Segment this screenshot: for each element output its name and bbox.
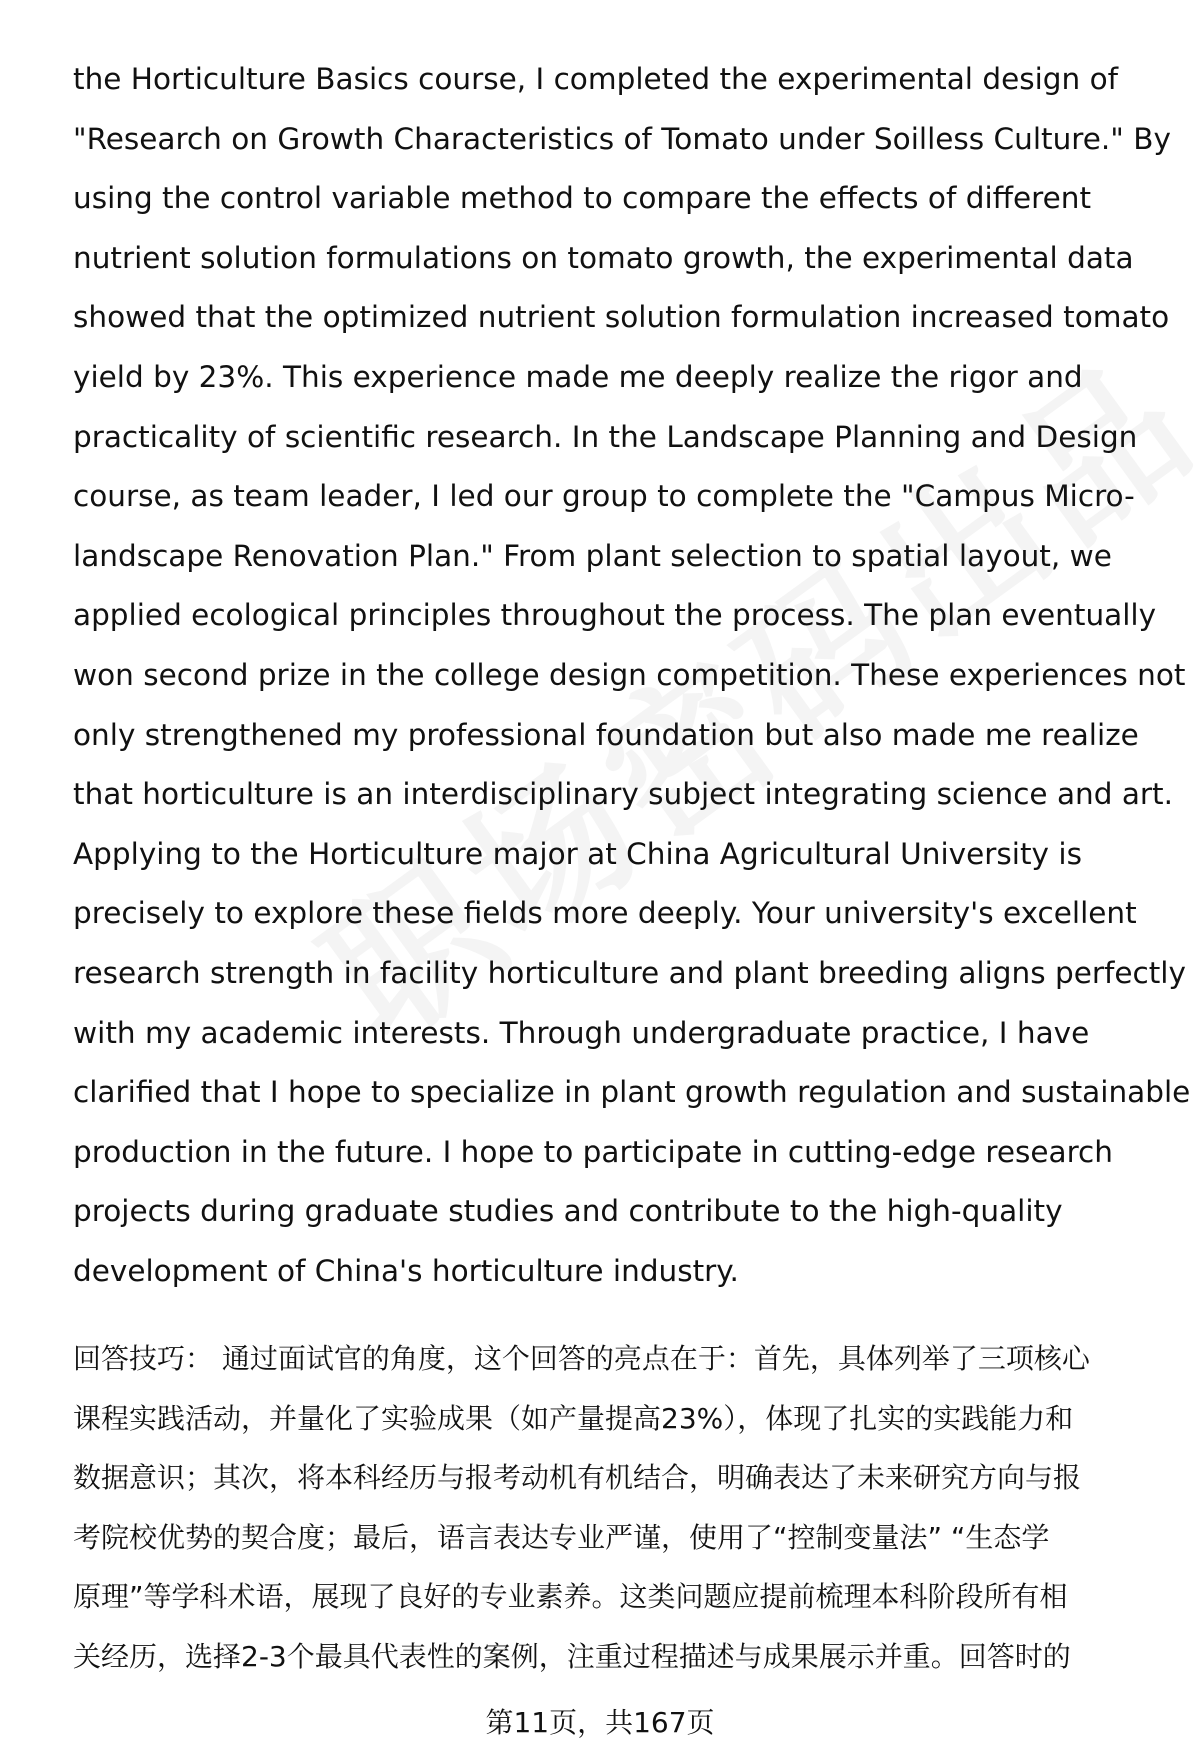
- paragraph-line: showed that the optimized nutrient solution formulation increased tomato: [73, 300, 1170, 335]
- paragraph-line: Applying to the Horticulture major at China Agricultural University is: [73, 836, 1082, 871]
- paragraph-line: research strength in facility horticulture and plant breeding aligns perfectly: [73, 955, 1186, 990]
- paragraph-line: practicality of scientific research. In the Landscape Planning and Design: [73, 419, 1138, 454]
- paragraph-line: precisely to explore these fields more deeply. Your university's excellent: [73, 896, 1137, 931]
- paragraph-line: clarified that I hope to specialize in plant growth regulation and sustainable: [73, 1075, 1191, 1110]
- paragraph-line: with my academic interests. Through undergraduate practice, I have: [73, 1015, 1090, 1050]
- tips-line: 课程实践活动，并量化了实验成果（如产量提高23%），体现了扎实的实践能力和: [73, 1401, 1074, 1435]
- paragraph-line: using the control variable method to compare the effects of different: [73, 181, 1092, 216]
- paragraph-line: course, as team leader, I led our group to complete the "Campus Micro-: [73, 479, 1135, 514]
- page-number: 第11页，共167页: [485, 1706, 715, 1739]
- tips-line: 回答技巧： 通过面试官的角度，这个回答的亮点在于：首先，具体列举了三项核心: [73, 1342, 1090, 1375]
- paragraph-line: "Research on Growth Characteristics of Tomato under Soilless Culture." By: [73, 121, 1171, 156]
- paragraph-line: nutrient solution formulations on tomato growth, the experimental data: [73, 240, 1134, 275]
- paragraph-line: landscape Renovation Plan." From plant selection to spatial layout, we: [73, 538, 1112, 573]
- paragraph-line: applied ecological principles throughout the process. The plan eventually: [73, 598, 1157, 633]
- paragraph-line: that horticulture is an interdisciplinary subject integrating science and art.: [73, 777, 1173, 812]
- paragraph-line: projects during graduate studies and contribute to the high-quality: [73, 1194, 1063, 1229]
- paragraph-line: the Horticulture Basics course, I completed the experimental design of: [73, 62, 1119, 96]
- paragraph-line: development of China's horticulture industry.: [73, 1253, 739, 1288]
- tips-line: 原理”等学科术语，展现了良好的专业素养。这类问题应提前梳理本科阶段所有相: [73, 1580, 1068, 1614]
- tips-line: 数据意识；其次，将本科经历与报考动机有机结合，明确表达了未来研究方向与报: [73, 1461, 1082, 1495]
- paragraph-line: only strengthened my professional foundation but also made me realize: [73, 717, 1139, 752]
- paragraph-line: production in the future. I hope to participate in cutting-edge research: [73, 1134, 1113, 1169]
- paragraph-line: won second prize in the college design competition. These experiences not: [73, 657, 1186, 692]
- paragraph-line: yield by 23%. This experience made me deeply realize the rigor and: [73, 359, 1083, 394]
- tips-line: 考院校优势的契合度；最后，语言表达专业严谨，使用了“控制变量法” “生态学: [73, 1520, 1050, 1554]
- answer-tips: [73, 1337, 1153, 1695]
- tips-line: 关经历，选择2-3个最具代表性的案例，注重过程描述与成果展示并重。回答时的: [73, 1639, 1071, 1673]
- answer-paragraph: [73, 57, 1191, 1308]
